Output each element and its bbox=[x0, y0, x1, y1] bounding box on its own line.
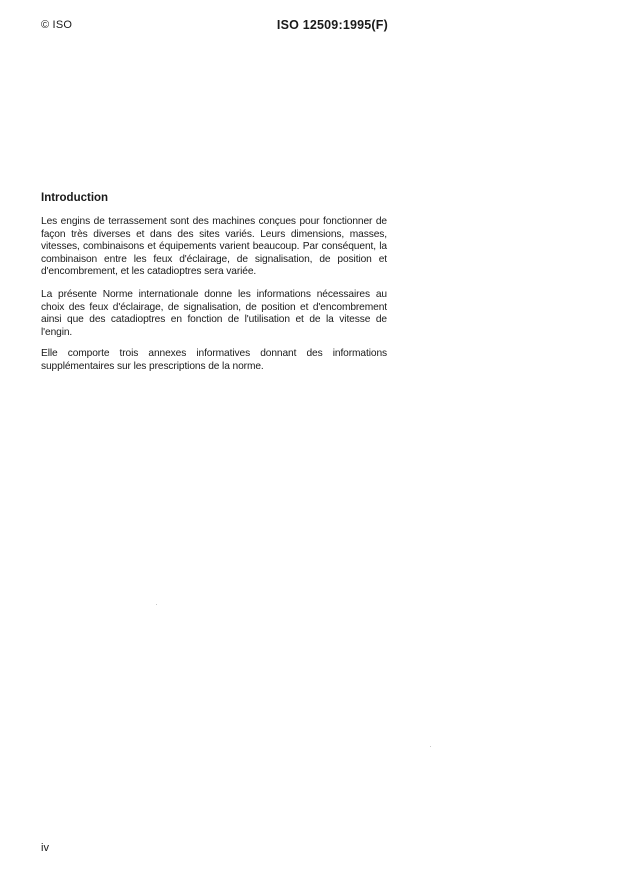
paragraph-3: Elle comporte trois annexes informatives donnant des informations supplémentaires sur les prescriptions de la norme. bbox=[41, 348, 387, 372]
scan-speck bbox=[430, 746, 431, 747]
section-title: Introduction bbox=[41, 192, 109, 204]
paragraph-1: Les engins de terrassement sont des machines conçues pour fonctionner de façon très diverses et dans des sites variés. Leurs dimensions, masses, vitesses, combinaisons et équipements varient beaucoup. Par conséquent, la combinaison entre les feux d'éclairage, de signalisation, de position et d'encombrement, et les catadioptres sera variée. bbox=[41, 216, 387, 277]
scan-speck bbox=[156, 604, 157, 605]
paragraph-2: La présente Norme internationale donne les informations nécessaires au choix des feux d'éclairage, de signalisation, de position et d'encombrement ainsi que des catadioptres en fonction de l'utilisation et de la vitesse de l'engin. bbox=[41, 289, 387, 338]
copyright-header: © ISO bbox=[41, 19, 73, 31]
standard-reference-header: ISO 12509:1995(F) bbox=[276, 18, 388, 32]
page-number: iv bbox=[41, 842, 49, 854]
